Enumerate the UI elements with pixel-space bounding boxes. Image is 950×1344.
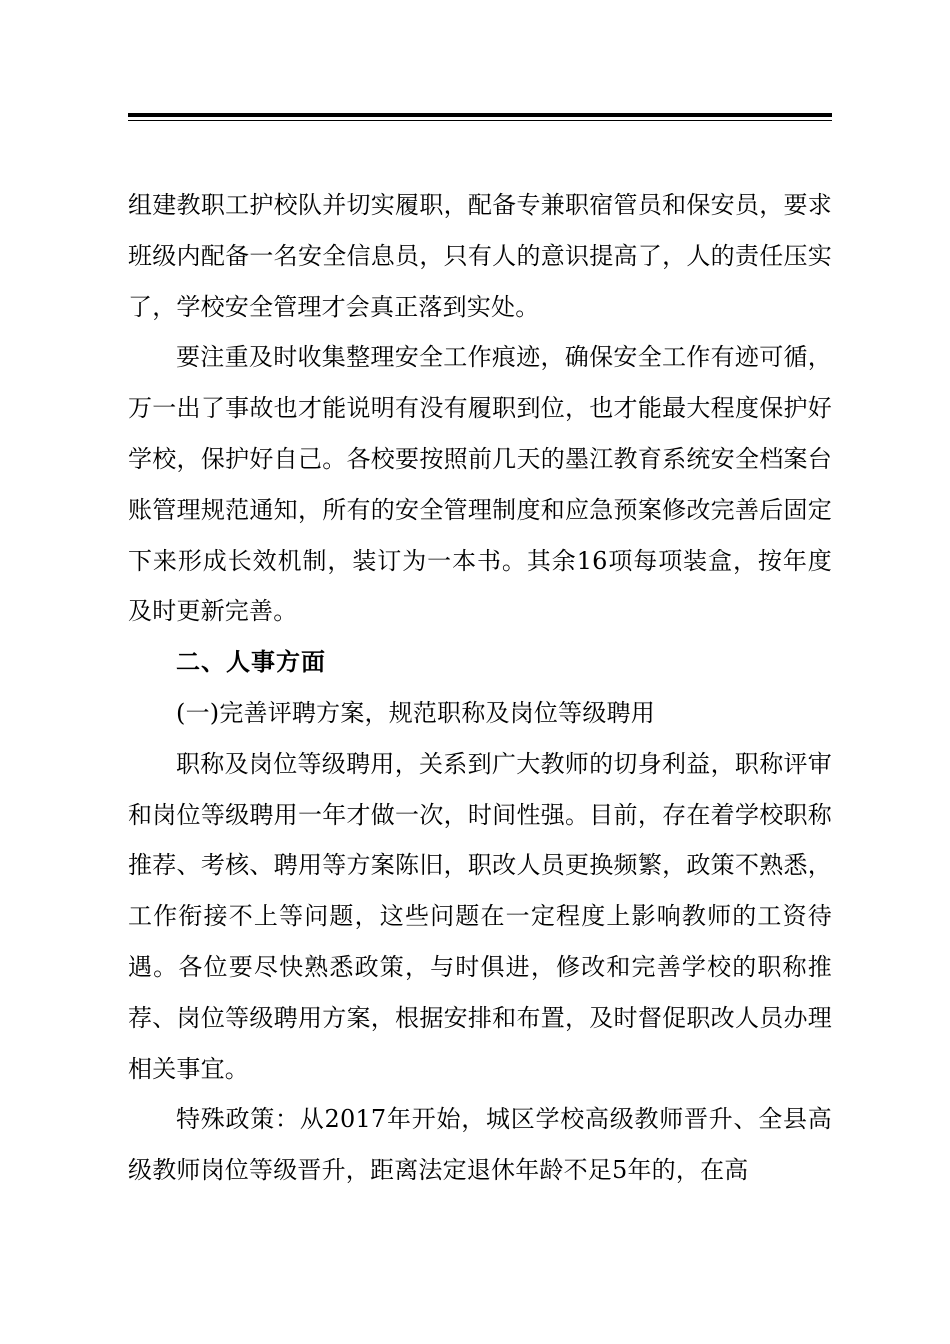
document-body (128, 180, 832, 1196)
header-rule-thin (128, 120, 832, 121)
paragraph-security-records: 要注重及时收集整理安全工作痕迹，确保安全工作有迹可循，万一出了事故也才能说明有没有履职到位，也才能最大程度保护好学校，保护好自己。各校要按照前几天的墨江教育系统安全档案台账管理规范通知，所有的安全管理制度和应急预案修改完善后固定下来形成长效机制，装订为一本书。其余16项每项装盒，按年度及时更新完善。 (128, 343, 832, 626)
header-rule-thick (128, 113, 832, 117)
paragraph-special-policy: 特殊政策：从2017年开始，城区学校高级教师晋升、全县高级教师岗位等级晋升，距离法定退休年龄不足5年的，在高 (128, 1105, 832, 1185)
paragraph-security-staffing: 组建教职工护校队并切实履职，配备专兼职宿管员和保安员，要求班级内配备一名安全信息员，只有人的意识提高了，人的责任压实了，学校安全管理才会真正落到实处。 (128, 191, 832, 321)
subheading-evaluation-plan: (一)完善评聘方案，规范职称及岗位等级聘用 (176, 698, 655, 727)
section-heading-personnel: 二、人事方面 (176, 648, 326, 677)
paragraph-title-appointment: 职称及岗位等级聘用，关系到广大教师的切身利益，职称评审和岗位等级聘用一年才做一次，时间性强。目前，存在着学校职称推荐、考核、聘用等方案陈旧，职改人员更换频繁，政策不熟悉，工作衔接不上等问题，这些问题在一定程度上影响教师的工资待遇。各位要尽快熟悉政策，与时俱进，修改和完善学校的职称推荐、岗位等级聘用方案，根据安排和布置，及时督促职改人员办理相关事宜。 (128, 749, 832, 1083)
